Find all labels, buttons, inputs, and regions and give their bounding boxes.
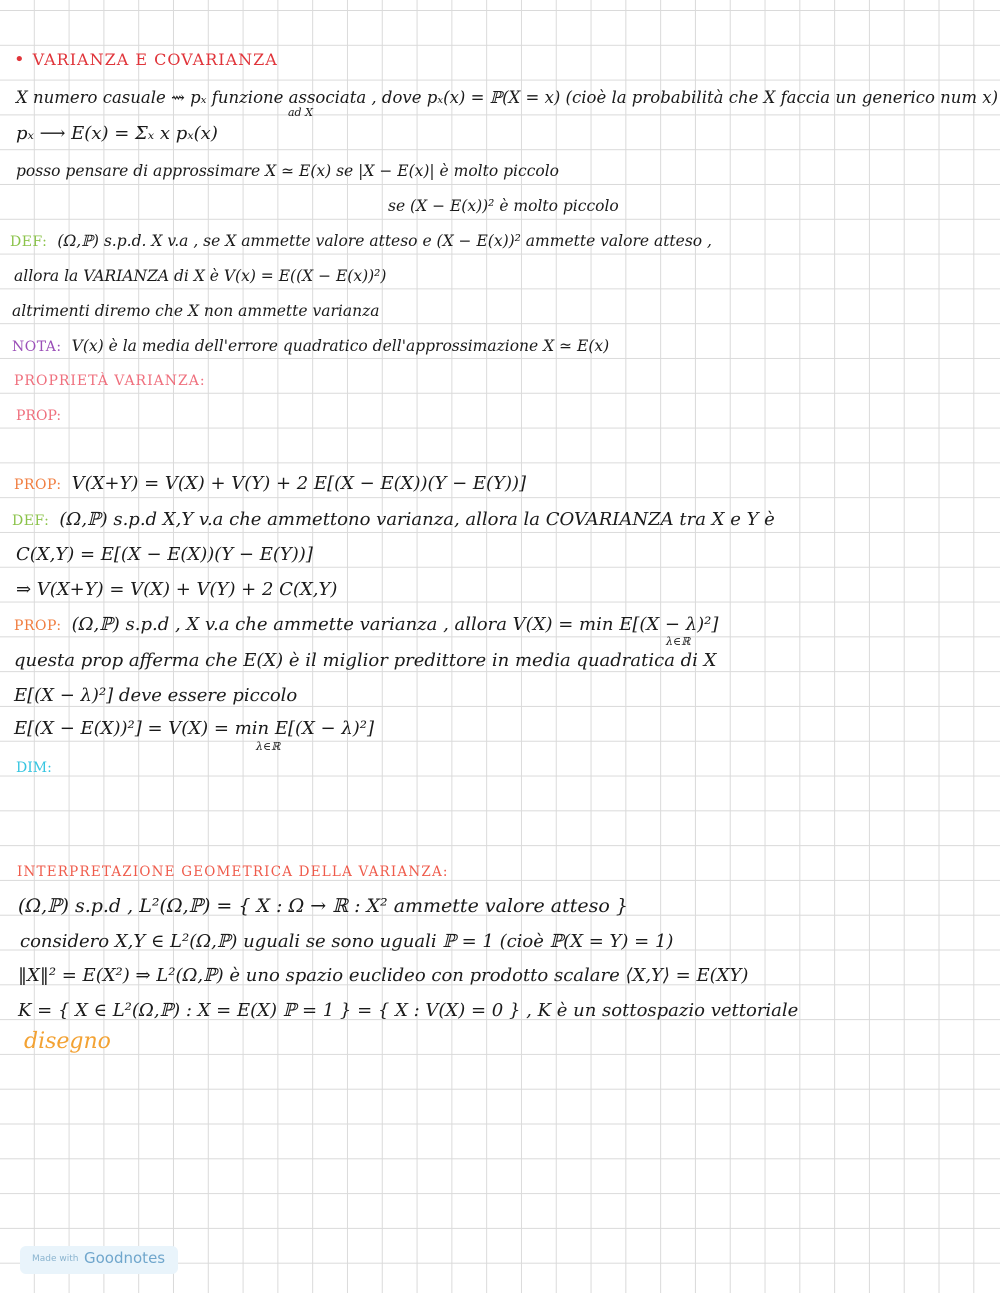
bullet-icon: • (14, 49, 25, 70)
dim-label: DIM: (16, 760, 52, 776)
covariance-formula: C(X,Y) = E[(X − E(X))(Y − E(Y))] (16, 544, 313, 565)
prop-variance-sum (14, 474, 526, 495)
predictor-line: questa prop afferma che E(X) è il miglior predittore in media quadratica di X (14, 650, 717, 671)
prop-min (14, 615, 718, 636)
def-variance-2: allora la VARIANZA di X è V(x) = E((X − E(x))²) (14, 267, 387, 285)
title-line (14, 50, 278, 70)
line-random-number-subscript: ad X (288, 106, 313, 119)
goodnotes-badge (20, 1246, 178, 1274)
prop-label-2: PROP: (14, 618, 62, 634)
line-expectation: pₓ ⟶ E(x) = Σₓ x pₓ(x) (16, 123, 218, 144)
nota-line (12, 336, 609, 357)
def-label-2: DEF: (12, 513, 50, 529)
properties-heading: PROPRIETÀ VARIANZA: (14, 373, 206, 389)
drawing-placeholder: disegno (24, 1029, 111, 1054)
variance-implication: ⇒ V(X+Y) = V(X) + V(Y) + 2 C(X,Y) (16, 579, 338, 600)
nota-text: V(x) è la media dell'errore quadratico dell'approssimazione X ≃ E(x) (71, 337, 610, 355)
def-covariance (12, 510, 775, 531)
def-variance-text: (Ω,ℙ) s.p.d. X v.a , se X ammette valore atteso e (X − E(x))² ammette valore atteso , (57, 232, 712, 250)
line-approximate-2: se (X − E(x))² è molto piccolo (388, 197, 619, 215)
geometric-line-4: K = { X ∈ L²(Ω,ℙ) : X = E(X) ℙ = 1 } = { X : V(X) = 0 } , K è un sottospazio vettoriale (18, 1000, 799, 1021)
geometric-line-2: considero X,Y ∈ L²(Ω,ℙ) uguali se sono uguali ℙ = 1 (cioè ℙ(X = Y) = 1) (20, 931, 674, 952)
def-variance (10, 231, 712, 252)
line-random-number: X numero casuale ⇝ pₓ funzione associata , dove pₓ(x) = ℙ(X = x) (cioè la probabilità che X faccia un generico num x) (16, 88, 999, 107)
def-covariance-text: (Ω,ℙ) s.p.d X,Y v.a che ammettono varianza, allora la COVARIANZA tra X e Y è (59, 509, 775, 530)
geometric-line-1: (Ω,ℙ) s.p.d , L²(Ω,ℙ) = { X : Ω → ℝ : X² ammette valore atteso } (18, 895, 628, 917)
small-error-line: E[(X − λ)²] deve essere piccolo (14, 685, 298, 706)
prop-empty-label: PROP: (16, 408, 62, 424)
geometric-line-3: ‖X‖² = E(X²) ⇒ L²(Ω,ℙ) è uno spazio euclideo con prodotto scalare ⟨X,Y⟩ = E(XY) (18, 965, 749, 986)
equality-subscript: λ∈ℝ (256, 740, 281, 753)
made-with-text: Made with (32, 1254, 79, 1264)
goodnotes-logo: Goodnotes (84, 1249, 166, 1267)
section-heading-geometric: INTERPRETAZIONE GEOMETRICA DELLA VARIANZA: (17, 864, 449, 880)
page-title: VARIANZA E COVARIANZA (32, 50, 278, 69)
prop-variance-sum-text: V(X+Y) = V(X) + V(Y) + 2 E[(X − E(X))(Y − E(Y))] (71, 473, 527, 494)
prop-min-subscript: λ∈ℝ (666, 635, 691, 648)
nota-label: NOTA: (12, 339, 62, 355)
line-approximate: posso pensare di approssimare X ≃ E(x) se |X − E(x)| è molto piccolo (16, 162, 559, 180)
equality-line: E[(X − E(X))²] = V(X) = min E[(X − λ)²] (14, 718, 375, 739)
prop-min-text: (Ω,ℙ) s.p.d , X v.a che ammette varianza , allora V(X) = min E[(X − λ)²] (71, 614, 719, 635)
def-label: DEF: (10, 234, 48, 250)
def-variance-3: altrimenti diremo che X non ammette varianza (12, 302, 380, 320)
prop-label: PROP: (14, 477, 62, 493)
